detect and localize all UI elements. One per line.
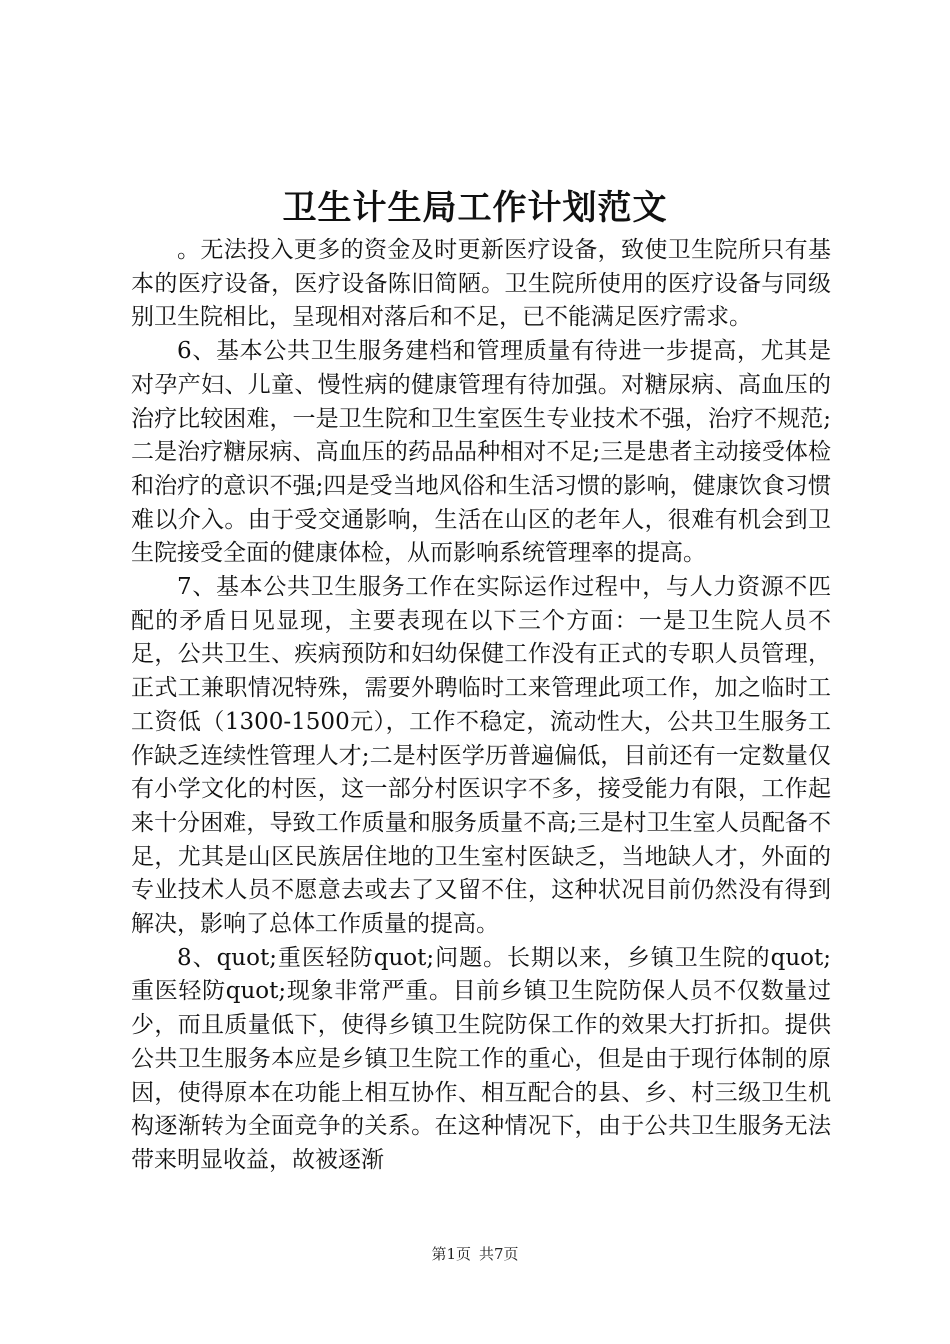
document-body [131, 234, 831, 1178]
paragraph-equipment: 。无法投入更多的资金及时更新医疗设备，致使卫生院所只有基本的医疗设备，医疗设备陈旧简陋。卫生院所使用的医疗设备与同级别卫生院相比，呈现相对落后和不足，已不能满足医疗需求。 [131, 237, 831, 331]
paragraph-item-8: 8、quot;重医轻防quot;问题。长期以来，乡镇卫生院的quot;重医轻防quot;现象非常严重。目前乡镇卫生院防保人员不仅数量过少，而且质量低下，使得乡镇卫生院防保工作的效果大打折扣。提供公共卫生服务本应是乡镇卫生院工作的重心，但是由于现行体制的原因，使得原本在功能上相互协作、相互配合的县、乡、村三级卫生机构逐渐转为全面竞争的关系。在这种情况下，由于公共卫生服务无法带来明显收益，故被逐渐 [131, 944, 831, 1173]
paragraph-item-6: 6、基本公共卫生服务建档和管理质量有待进一步提高，尤其是对孕产妇、儿童、慢性病的健康管理有待加强。对糖尿病、高血压的治疗比较困难，一是卫生院和卫生室医生专业技术不强，治疗不规范;二是治疗糖尿病、高血压的药品品种相对不足;三是患者主动接受体检和治疗的意识不强;四是受当地风俗和生活习惯的影响，健康饮食习惯难以介入。由于受交通影响，生活在山区的老年人，很难有机会到卫生院接受全面的健康体检，从而影响系统管理率的提高。 [131, 338, 831, 567]
page-footer [0, 1244, 950, 1264]
page-number: 第1页 [431, 1245, 471, 1263]
page-total: 共7页 [479, 1245, 519, 1263]
document-title: 卫生计生局工作计划范文 [282, 188, 668, 228]
paragraph-item-7: 7、基本公共卫生服务工作在实际运作过程中，与人力资源不匹配的矛盾日见显现，主要表现在以下三个方面：一是卫生院人员不足，公共卫生、疾病预防和妇幼保健工作没有正式的专职人员管理，正式工兼职情况特殊，需要外聘临时工来管理此项工作，加之临时工工资低（1300-1500元），工作不稳定，流动性大，公共卫生服务工作缺乏连续性管理人才;二是村医学历普遍偏低，目前还有一定数量仅有小学文化的村医，这一部分村医识字不多，接受能力有限，工作起来十分困难，导致工作质量和服务质量不高;三是村卫生室人员配备不足，尤其是山区民族居住地的卫生室村医缺乏，当地缺人才，外面的专业技术人员不愿意去或去了又留不住，这种状况目前仍然没有得到解决，影响了总体工作质量的提高。 [131, 574, 831, 938]
